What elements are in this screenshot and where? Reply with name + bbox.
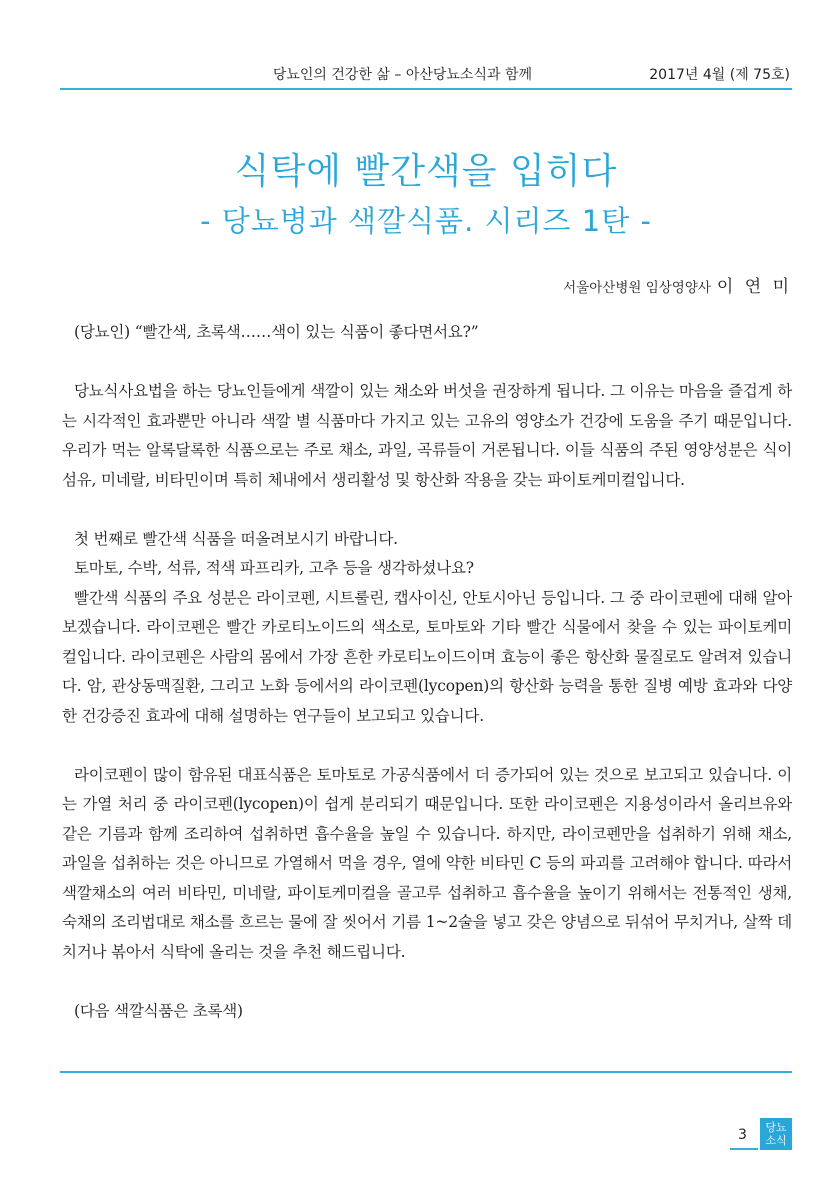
author-byline — [563, 272, 792, 297]
paragraph-red-examples: 토마토, 수박, 석류, 적색 파프리카, 고추 등을 생각하셨나요? — [74, 559, 474, 577]
paragraph-quote: (당뇨인) “빨간색, 초록색……색이 있는 식품이 좋다면서요?” — [74, 323, 479, 341]
footer-divider — [60, 1071, 792, 1073]
article-subtitle: - 당뇨병과 색깔식품. 시리즈 1탄 - — [200, 204, 652, 238]
issue-date: 2017년 4월 (제 75호) — [649, 67, 790, 83]
article-title: 식탁에 빨간색을 입히다 — [234, 151, 618, 192]
page-number: 3 — [738, 1127, 747, 1143]
paragraph-tomato: 라이코펜이 많이 함유된 대표식품은 토마토로 가공식품에서 더 증가되어 있는 것으로 보고되고 있습니다. 이는 가열 처리 중 라이코펜(lycopen)이 쉽게 분리되기 때문입니다. 또한 라이코펜은 지용성이라서 올리브유와 같은 기름과 함께 조리하여 섭취하면 흡수율을 높일 수 있습니다. 하지만, 라이코펜만을 섭취하기 위해 채소, 과일을 섭취하는 것은 아니므로 가열해서 먹을 경우, 열에 약한 비타민 C 등의 파괴를 고려해야 합니다. 따라서 색깔채소의 여러 비타민, 미네랄, 파이토케미컬을 골고루 섭취하고 흡수율을 높이기 위해서는 전통적인 생채, 숙채의 조리법대로 채소를 흐르는 물에 잘 씻어서 기름 1~2술을 넣고 갖은 양념으로 뒤섞어 무치거나, 살짝 데치거나 볶아서 식탁에 올리는 것을 추천 해드립니다. — [62, 765, 792, 961]
paragraph-red-food: 첫 번째로 빨간색 식품을 떠올려보시기 바랍니다. — [74, 529, 398, 548]
paragraph-intro: 당뇨식사요법을 하는 당뇨인들에게 색깔이 있는 채소와 버섯을 권장하게 됩니다. 그 이유는 마음을 즐겁게 하는 시각적인 효과뿐만 아니라 색깔 별 식품마다 가지고 있는 고유의 영양소가 건강에 도움을 주기 때문입니다. 우리가 먹는 알록달록한 식품으로는 주로 채소, 과일, 곡류들이 거론됩니다. 이들 식품의 주된 영양성분은 식이섬유, 미네랄, 비타민이며 특히 체내에서 생리활성 및 항산화 작용을 갖는 파이토케미컬입니다. — [62, 382, 792, 489]
page-number-underline — [730, 1148, 758, 1150]
newsletter-badge — [760, 1118, 792, 1150]
page-header — [60, 60, 792, 90]
paragraph-lycopene: 빨간색 식품의 주요 성분은 라이코펜, 시트룰린, 캡사이신, 안토시아닌 등입니다. 그 중 라이코펜에 대해 알아보겠습니다. 라이코펜은 빨간 카로티노이드의 색소로, 토마토와 기타 빨간 식물에서 찾을 수 있는 파이토케미컬입니다. 라이코펜은 사람의 몸에서 가장 흔한 카로티노이드이며 효능이 좋은 항산화 물질로도 알려져 있습니다. 암, 관상동맥질환, 그리고 노화 등에서의 라이코펜(lycopen)의 항산화 능력을 통한 질병 예방 효과와 다양한 건강증진 효과에 대해 설명하는 연구들이 보고되고 있습니다. — [62, 588, 792, 725]
author-name: 이 연 미 — [716, 277, 792, 297]
paragraph-next: (다음 색깔식품은 초록색) — [74, 1001, 243, 1020]
author-affiliation: 서울아산병원 임상영양사 — [563, 280, 711, 296]
badge-line-1: 당뇨 — [765, 1121, 787, 1134]
article-body — [62, 318, 792, 1026]
badge-line-2: 소식 — [765, 1134, 787, 1147]
newsletter-title: 당뇨인의 건강한 삶 – 아산당뇨소식과 함께 — [272, 67, 532, 83]
